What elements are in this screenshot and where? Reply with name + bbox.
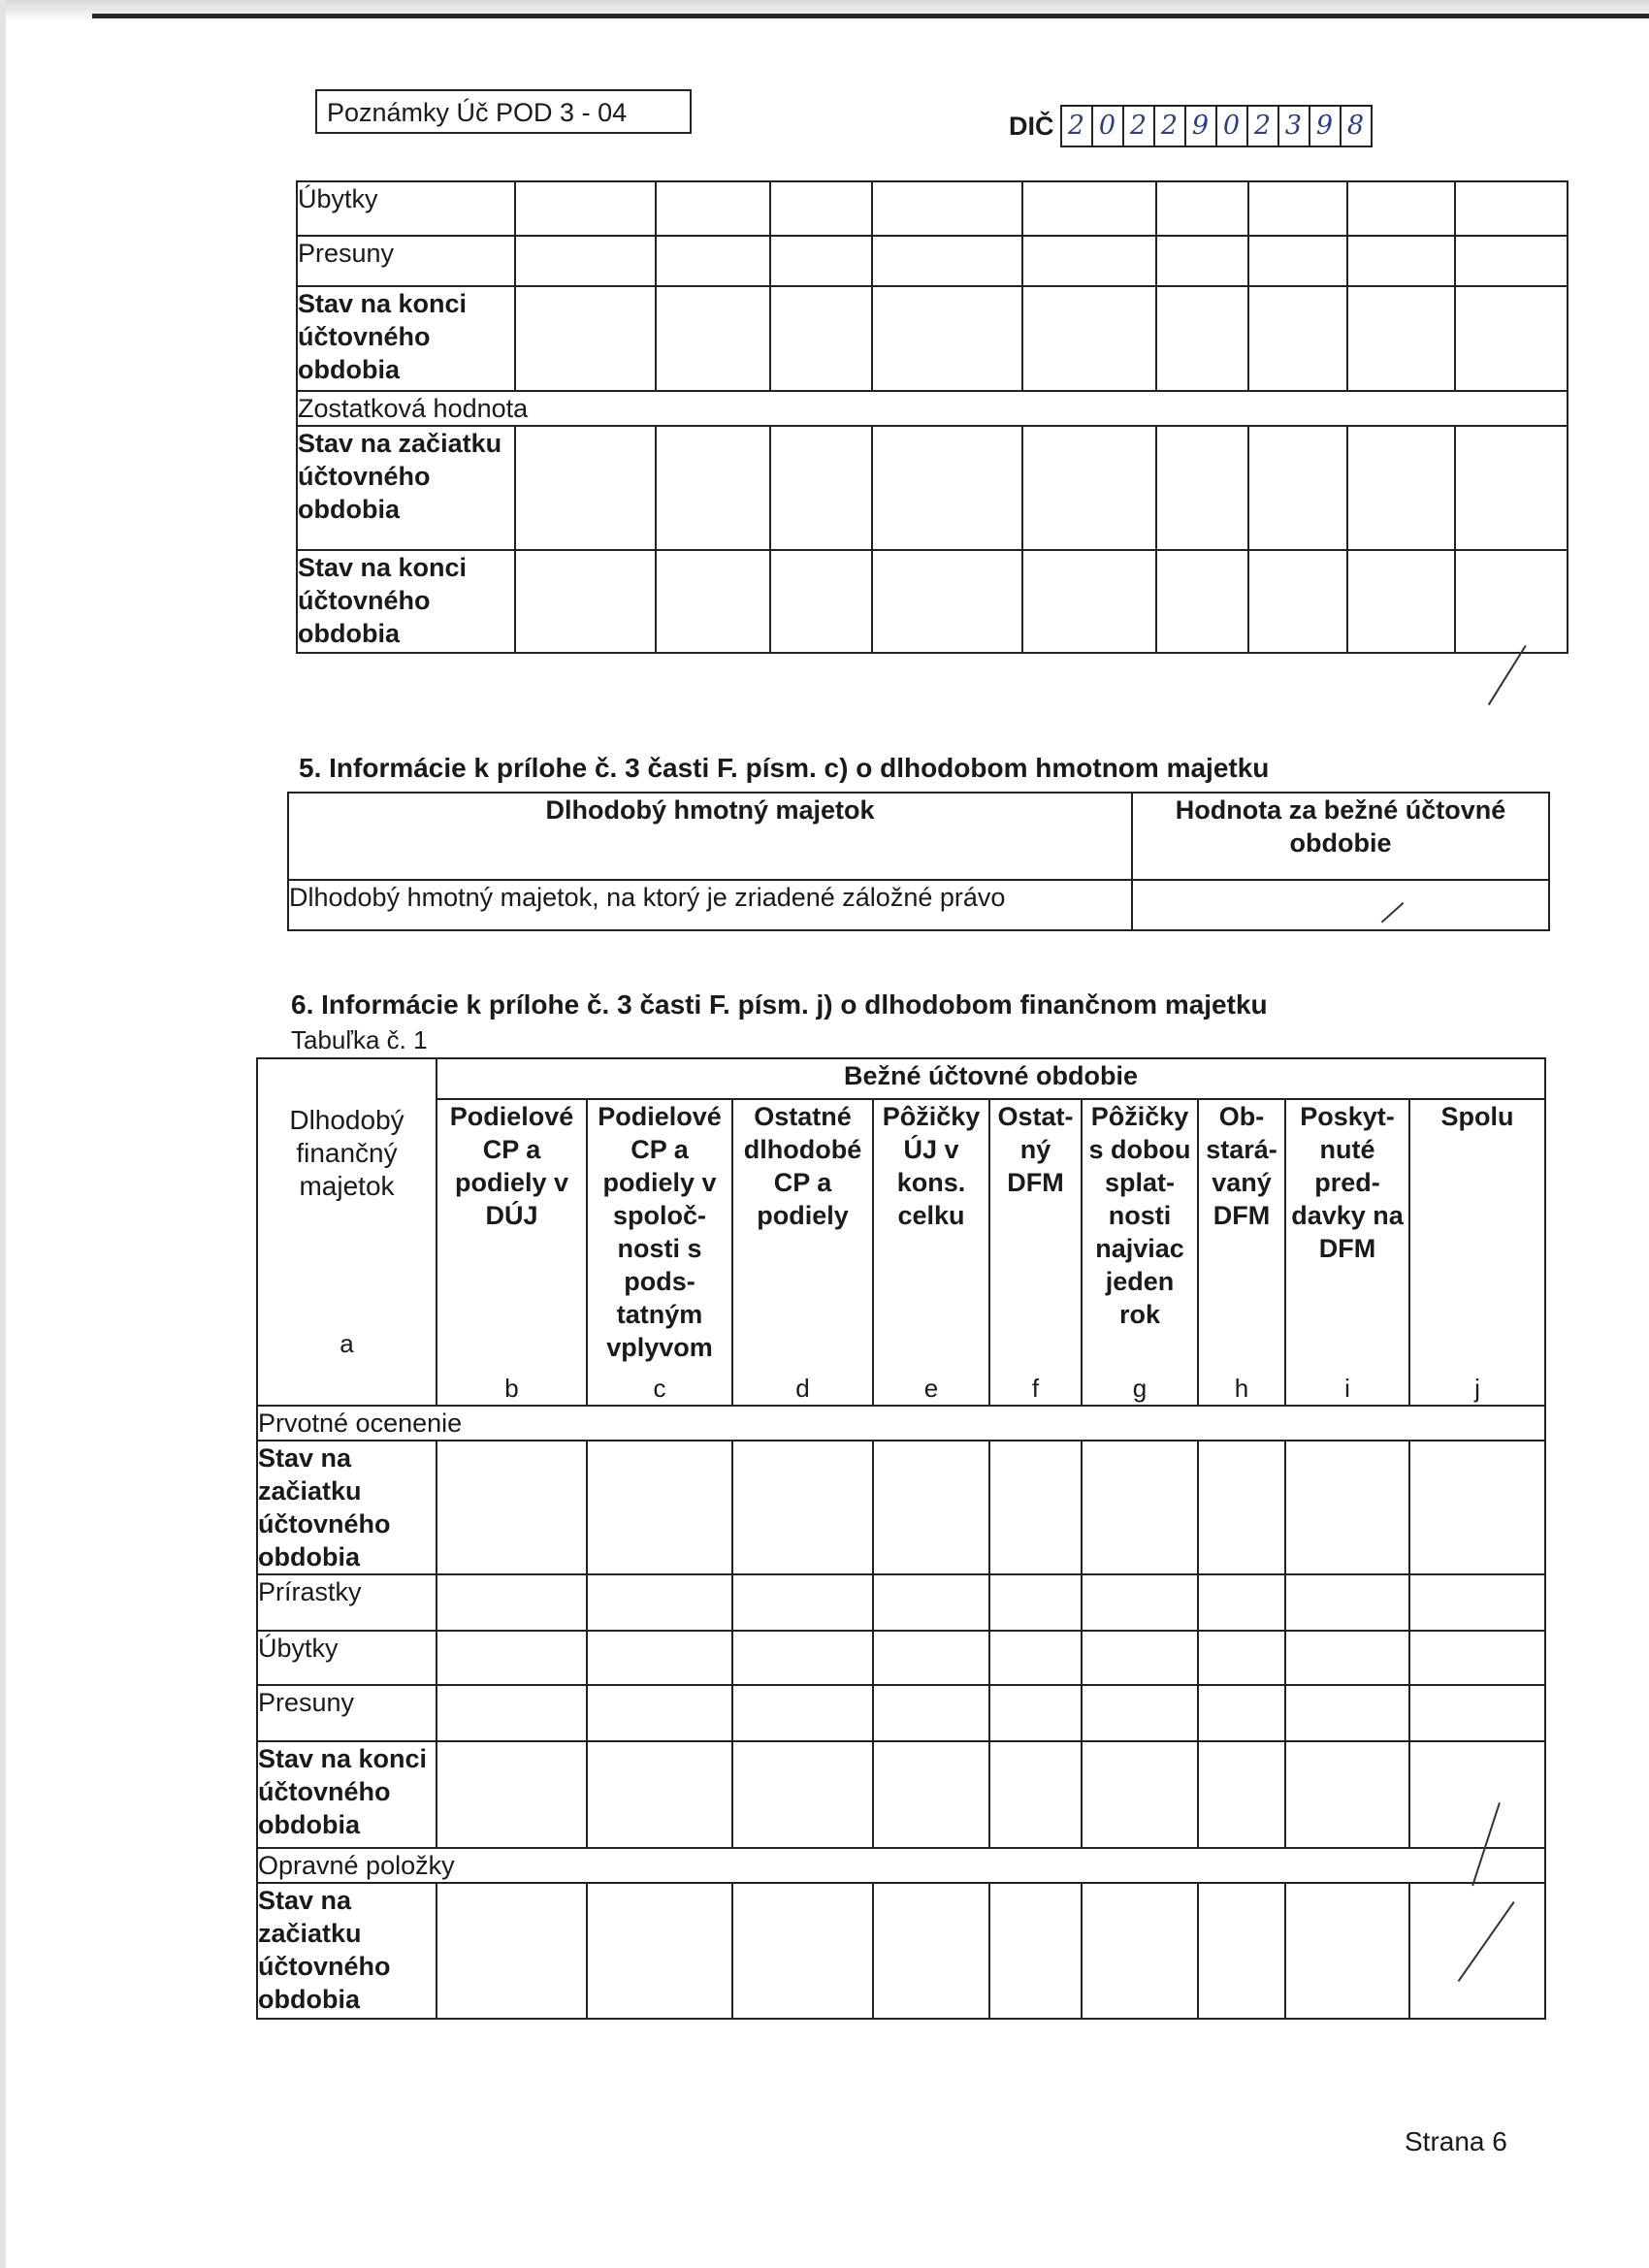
table-row: [257, 1406, 1545, 1441]
table-row: [257, 1741, 1545, 1848]
data-cell: [770, 236, 872, 286]
data-cell: [1082, 1883, 1198, 2019]
page-number: Strana 6: [1405, 2126, 1507, 2156]
table-row: [257, 1848, 1545, 1883]
table-row: [297, 181, 1568, 236]
data-cell: [436, 1574, 587, 1631]
table-row: [257, 1631, 1545, 1685]
table-top: [296, 180, 1568, 654]
data-cell: [1022, 426, 1156, 550]
dic-cells: [1060, 105, 1373, 147]
data-cell: [515, 236, 656, 286]
form-label-box: [315, 89, 692, 134]
column-header: [436, 1099, 587, 1406]
table-section6: [256, 1057, 1546, 2020]
data-cell: [1248, 286, 1347, 391]
column-header-text: Ostatné dlhodobé CP a podiely: [743, 1102, 862, 1230]
column-header: [989, 1099, 1082, 1406]
section5-col2-header: Hodnota za bežné účtovné obdobie: [1132, 793, 1549, 880]
data-cell: [1082, 1441, 1198, 1574]
column-header: [257, 1058, 436, 1406]
table-row: [297, 550, 1568, 653]
data-cell: [770, 426, 872, 550]
data-cell: [656, 550, 770, 653]
data-cell: [873, 1574, 989, 1631]
section6-subtitle: Tabuľka č. 1: [291, 1025, 428, 1054]
column-header: [732, 1099, 873, 1406]
data-cell: [732, 1441, 873, 1574]
data-cell: [1156, 426, 1248, 550]
dic-digit: 8: [1340, 107, 1371, 146]
dic-digit: 2: [1122, 107, 1153, 146]
data-cell: [1285, 1685, 1409, 1741]
data-cell: [1248, 550, 1347, 653]
data-cell: [1082, 1574, 1198, 1631]
data-cell: [1082, 1631, 1198, 1685]
data-cell: [989, 1574, 1082, 1631]
data-cell: [587, 1741, 732, 1848]
data-cell: [1285, 1883, 1409, 2019]
data-cell: [732, 1741, 873, 1848]
column-header: [1285, 1099, 1409, 1406]
data-cell: [770, 550, 872, 653]
data-cell: [1455, 236, 1568, 286]
table-row: [257, 1685, 1545, 1741]
column-header-text: Dlhodobý finančný majetok: [289, 1105, 404, 1201]
data-cell: [873, 1883, 989, 2019]
data-cell: [1022, 286, 1156, 391]
table-row: [257, 1883, 1545, 2019]
section5-col1-header: Dlhodobý hmotný majetok: [288, 793, 1132, 880]
data-cell: [656, 286, 770, 391]
dic-label: DIČ: [1009, 111, 1054, 141]
data-cell: [1285, 1441, 1409, 1574]
row-label: Stav na konci účtovného obdobia: [257, 1741, 436, 1848]
column-letter: c: [653, 1374, 666, 1403]
data-cell: [587, 1883, 732, 2019]
data-cell: [436, 1741, 587, 1848]
row-label: Stav na konci účtovného obdobia: [297, 550, 515, 653]
column-letter: j: [1474, 1374, 1480, 1403]
data-cell: [1248, 426, 1347, 550]
data-cell: [872, 181, 1022, 236]
data-cell: [1455, 550, 1568, 653]
data-cell: [1022, 236, 1156, 286]
dic-digit: 0: [1091, 107, 1122, 146]
data-cell: [1347, 236, 1455, 286]
data-cell: [436, 1883, 587, 2019]
data-cell: [1285, 1574, 1409, 1631]
row-label: Presuny: [297, 236, 515, 286]
section5-row-label: Dlhodobý hmotný majetok, na ktorý je zriadené záložné právo: [288, 880, 1132, 930]
data-cell: [587, 1441, 732, 1574]
data-cell: [873, 1441, 989, 1574]
dic-digit: 9: [1309, 107, 1340, 146]
column-letter: g: [1132, 1374, 1148, 1403]
row-label: Zostatková hodnota: [297, 391, 1568, 426]
column-letter: b: [504, 1374, 519, 1403]
data-cell: [436, 1631, 587, 1685]
dic-digit: 3: [1277, 107, 1309, 146]
data-cell: [1409, 1741, 1545, 1848]
row-label: Prírastky: [257, 1574, 436, 1631]
column-header-text: Spolu: [1440, 1102, 1514, 1131]
data-cell: [872, 236, 1022, 286]
data-cell: [1347, 426, 1455, 550]
dic-digit: 2: [1067, 111, 1085, 141]
row-label: Prvotné ocenenie: [257, 1406, 1545, 1441]
data-cell: [989, 1631, 1082, 1685]
column-header: [1409, 1099, 1545, 1406]
data-cell: [1082, 1685, 1198, 1741]
data-cell: [587, 1574, 732, 1631]
data-cell: [873, 1685, 989, 1741]
row-label: Opravné položky: [257, 1848, 1545, 1883]
data-cell: [872, 286, 1022, 391]
table-section5: [287, 792, 1550, 931]
column-letter: d: [795, 1374, 810, 1403]
data-cell: [1248, 181, 1347, 236]
table-row: [297, 391, 1568, 426]
data-cell: [1285, 1631, 1409, 1685]
column-header-text: Podielové CP a podiely v spoloč-nosti s pods-tatným vplyvom: [598, 1102, 722, 1362]
section6-title: 6. Informácie k prílohe č. 3 časti F. písm. j) o dlhodobom finančnom majetku: [291, 989, 1268, 1020]
data-cell: [1198, 1685, 1285, 1741]
data-cell: [1198, 1441, 1285, 1574]
data-cell: [770, 181, 872, 236]
column-letter: h: [1234, 1374, 1249, 1403]
section5-value-cell: [1132, 880, 1549, 930]
data-cell: [515, 181, 656, 236]
form-label: Poznámky Úč POD 3 - 04: [327, 98, 628, 127]
data-cell: [656, 426, 770, 550]
data-cell: [436, 1685, 587, 1741]
data-cell: [1455, 181, 1568, 236]
data-cell: [656, 181, 770, 236]
header-row: [257, 1099, 1545, 1406]
data-cell: [515, 550, 656, 653]
data-cell: [436, 1441, 587, 1574]
dic-digit: 2: [1153, 107, 1184, 146]
data-cell: [1156, 236, 1248, 286]
data-cell: [873, 1631, 989, 1685]
section5-title: 5. Informácie k prílohe č. 3 časti F. písm. c) o dlhodobom hmotnom majetku: [299, 753, 1270, 783]
handwritten-slash-1: [1488, 645, 1527, 705]
data-cell: [1347, 286, 1455, 391]
data-cell: [1409, 1631, 1545, 1685]
data-cell: [1156, 286, 1248, 391]
data-cell: [989, 1441, 1082, 1574]
data-cell: [1198, 1883, 1285, 2019]
data-cell: [1156, 550, 1248, 653]
header-row: [257, 1058, 1545, 1099]
table-row: [297, 236, 1568, 286]
data-cell: [1409, 1685, 1545, 1741]
column-header: [587, 1099, 732, 1406]
data-cell: [1082, 1741, 1198, 1848]
data-cell: [770, 286, 872, 391]
group-header: Bežné účtovné obdobie: [436, 1058, 1545, 1099]
data-cell: [1198, 1741, 1285, 1848]
row-label: Stav na začiatku účtovného obdobia: [297, 426, 515, 550]
row-label: Úbytky: [257, 1631, 436, 1685]
row-label: Stav na konci účtovného obdobia: [297, 286, 515, 391]
data-cell: [1022, 550, 1156, 653]
column-letter: i: [1344, 1374, 1350, 1403]
column-header-text: Ob-stará-vaný DFM: [1206, 1102, 1277, 1230]
column-header-text: Pôžičky s dobou splat-nosti najviac jeden rok: [1088, 1102, 1191, 1329]
data-cell: [515, 426, 656, 550]
data-cell: [732, 1574, 873, 1631]
row-label: Presuny: [257, 1685, 436, 1741]
dic-digit: 9: [1184, 107, 1215, 146]
column-letter: a: [340, 1329, 354, 1358]
data-cell: [873, 1741, 989, 1848]
data-cell: [872, 426, 1022, 550]
column-header: [873, 1099, 989, 1406]
dic-digit: 2: [1246, 107, 1277, 146]
data-cell: [989, 1883, 1082, 2019]
data-cell: [1455, 286, 1568, 391]
data-cell: [1156, 181, 1248, 236]
scan-edge-left: [0, 0, 6, 2268]
data-cell: [1198, 1631, 1285, 1685]
data-cell: [732, 1685, 873, 1741]
row-label: Úbytky: [297, 181, 515, 236]
row-label: Stav na začiatku účtovného obdobia: [257, 1441, 436, 1574]
column-letter: e: [923, 1374, 939, 1403]
table-row: [257, 1441, 1545, 1574]
column-header-text: Podielové CP a podiely v DÚJ: [449, 1102, 574, 1230]
scan-edge-line: [92, 14, 1649, 18]
table-row: [297, 426, 1568, 550]
data-cell: [587, 1631, 732, 1685]
column-header: [1198, 1099, 1285, 1406]
data-cell: [656, 236, 770, 286]
data-cell: [1409, 1441, 1545, 1574]
data-cell: [1285, 1741, 1409, 1848]
column-header-text: Ostat-ný DFM: [997, 1102, 1074, 1197]
data-cell: [732, 1883, 873, 2019]
data-cell: [1022, 181, 1156, 236]
data-cell: [587, 1685, 732, 1741]
table-row: [257, 1574, 1545, 1631]
row-label: Stav na začiatku účtovného obdobia: [257, 1883, 436, 2019]
data-cell: [1248, 236, 1347, 286]
data-cell: [989, 1741, 1082, 1848]
data-cell: [1409, 1574, 1545, 1631]
dic-digit: 0: [1215, 107, 1246, 146]
data-cell: [1347, 181, 1455, 236]
data-cell: [732, 1631, 873, 1685]
column-header-text: Pôžičky ÚJ v kons. celku: [882, 1102, 981, 1230]
data-cell: [872, 550, 1022, 653]
data-cell: [515, 286, 656, 391]
data-cell: [989, 1685, 1082, 1741]
column-letter: f: [1031, 1374, 1040, 1403]
data-cell: [1198, 1574, 1285, 1631]
data-cell: [1347, 550, 1455, 653]
table-row: [297, 286, 1568, 391]
column-header: [1082, 1099, 1198, 1406]
data-cell: [1455, 426, 1568, 550]
column-header-text: Poskyt-nuté pred-davky na DFM: [1291, 1102, 1404, 1263]
dic-field: [1009, 105, 1373, 147]
